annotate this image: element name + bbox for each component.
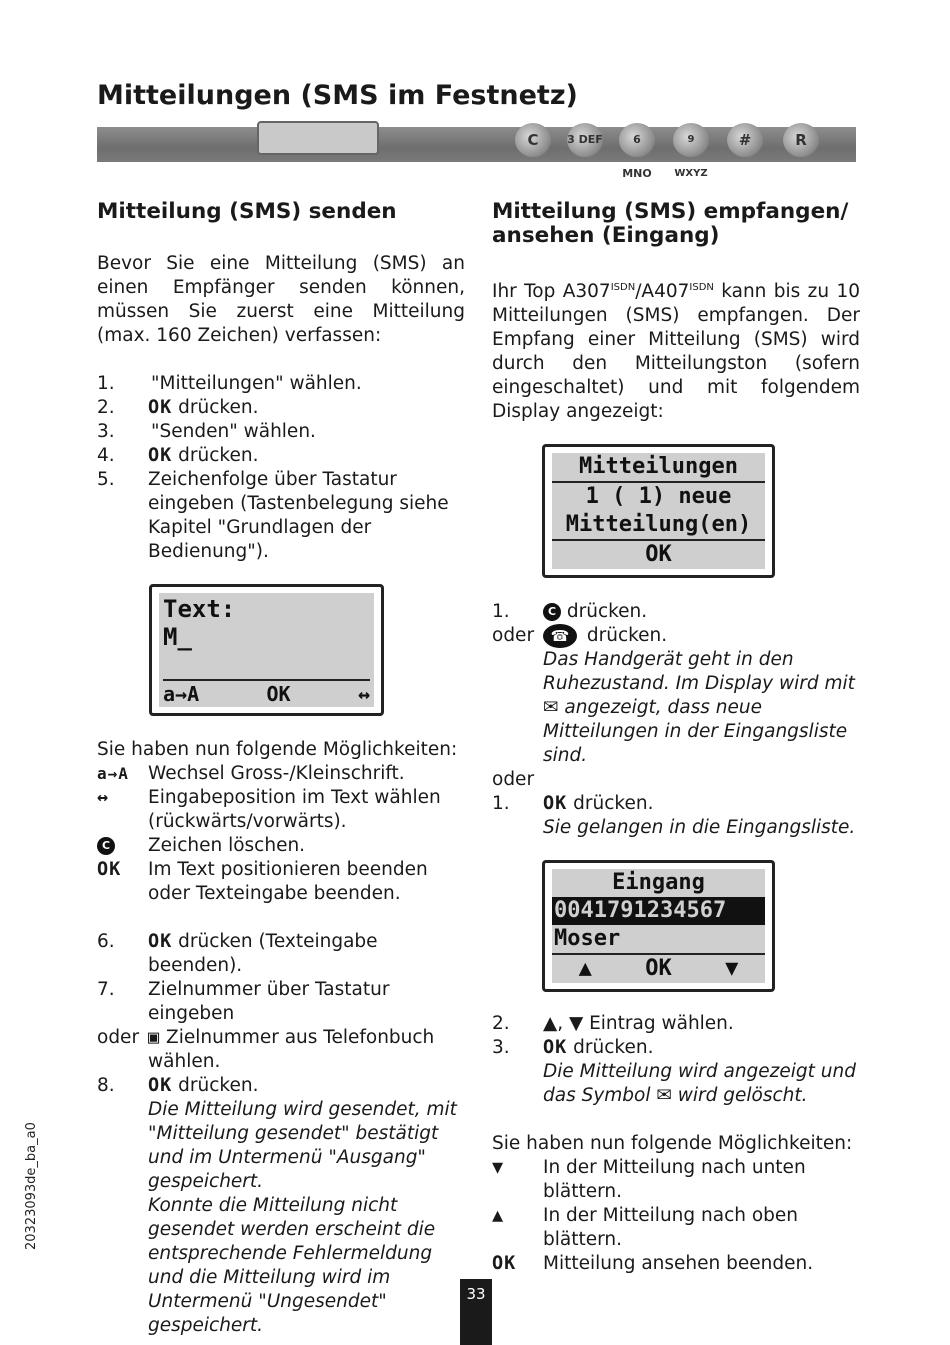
display-selected-line: 0041791234567 [552, 897, 765, 925]
send-result: Die Mitteilung wird gesendet, mit "Mitteilung gesendet" bestätigt und im Untermenü "Ausgang" gespeichert. [148, 1099, 457, 1192]
clear-key-icon: C [543, 603, 561, 621]
step-item: 1. C drücken. [492, 601, 648, 623]
step-item: 2. OK drücken. [97, 397, 259, 418]
step-item: oder ▣ Zielnummer aus Telefonbuch wählen. [97, 1027, 435, 1072]
option-item: OK Im Text positionieren beenden oder Texteingabe beenden. [97, 859, 428, 904]
right-column [492, 200, 860, 1276]
display-line: Mitteilung(en) [565, 512, 752, 538]
ok-key-icon: OK [543, 793, 568, 815]
banner-key-hash: # [727, 123, 763, 157]
receive-steps [492, 600, 860, 840]
ok-key-icon: OK [543, 1037, 568, 1059]
receive-options [492, 1156, 860, 1276]
text-entry-display [149, 584, 384, 716]
step-item: 1. "Mitteilungen" wählen. [97, 373, 362, 394]
ok-key-icon: OK [148, 397, 173, 418]
document-code: 20323093de_ba_a0 [24, 1122, 39, 1250]
step-item: 3. OK drücken. [492, 1037, 654, 1059]
view-result: Die Mitteilung wird angezeigt und das Symbol ✉ wird gelöscht. [543, 1061, 856, 1107]
section-heading-receive: Mitteilung (SMS) empfangen/ ansehen (Eingang) [492, 199, 849, 248]
display-line: Mitteilungen [579, 454, 738, 480]
or-label: oder [492, 769, 535, 791]
display-softkey: OK [552, 539, 765, 569]
inbox-result: Sie gelangen in die Eingangsliste. [543, 817, 856, 839]
idle-result: Das Handgerät geht in den Ruhezustand. Im Display wird mit ✉ angezeigt, dass neue Mitteilungen in der Eingangsliste sind. [543, 649, 855, 767]
section-heading-send: Mitteilung (SMS) senden [97, 199, 397, 224]
page-title: Mitteilungen (SMS im Festnetz) [97, 80, 578, 111]
option-item: ▼ In der Mitteilung nach unten blättern. [492, 1157, 806, 1203]
phonebook-key-icon: ▣ [148, 1027, 161, 1048]
display-softkeys: ▲ OK ▼ [552, 953, 765, 983]
display-line: Eingang [612, 870, 705, 896]
cursor-arrows-icon: ↔ [97, 787, 110, 808]
option-item: OK Mitteilung ansehen beenden. [492, 1253, 814, 1275]
new-message-display [542, 444, 775, 578]
step-item: 8. OK drücken. [97, 1075, 259, 1096]
banner-key-r: R [783, 123, 819, 157]
keypad-banner-image [97, 127, 856, 180]
send-error-result: Konnte die Mitteilung nicht gesendet werden erscheint die entsprechende Fehlermeldung und die Mitteilung wird im Untermenü "Ungesendet" gespeichert. [148, 1195, 436, 1336]
ok-key-icon: OK [97, 859, 122, 880]
display-softkeys: a→A OK ↔ [163, 679, 370, 707]
display-line: 1 ( 1) neue [552, 481, 765, 511]
send-steps-2 [97, 930, 465, 1338]
step-item: 5. Zeichenfolge über Tastatur eingeben (Tastenbelegung siehe Kapitel "Grundlagen der Bedienung"). [97, 469, 449, 562]
step-item: 7. Zielnummer über Tastatur eingeben [97, 979, 390, 1024]
option-item: C Zeichen löschen. [97, 834, 465, 858]
send-steps [97, 372, 465, 564]
option-item: a→A Wechsel Gross-/Kleinschrift. [97, 763, 405, 784]
clear-key-icon: C [97, 837, 115, 855]
step-item: 3. "Senden" wählen. [97, 421, 316, 442]
step-item: 4. OK drücken. [97, 445, 259, 466]
step-item: 6. OK drücken (Texteingabe beenden). [97, 931, 378, 976]
send-intro: Bevor Sie eine Mitteilung (SMS) an einen Empfänger senden können, müssen Sie zuerst eine Mitteilung (max. 160 Zeichen) verfassen: [97, 253, 465, 346]
display-line: M_ [163, 623, 192, 651]
display-line: Text: [163, 595, 236, 623]
banner-display [257, 121, 379, 155]
option-item: ↔ Eingabeposition im Text wählen (rückwärts/vorwärts). [97, 787, 441, 832]
option-item: ▲ In der Mitteilung nach oben blättern. [492, 1205, 799, 1251]
ok-key-icon: OK [492, 1253, 517, 1275]
step-item: 1. OK drücken. [492, 793, 654, 815]
step-item: oder ☎ drücken. [492, 625, 668, 647]
scroll-up-icon: ▲ [492, 1205, 505, 1227]
scroll-down-icon: ▼ [492, 1157, 505, 1179]
page-number: 33 [460, 1279, 492, 1345]
send-options-intro: Sie haben nun folgende Möglichkeiten: [97, 739, 458, 760]
banner-key-3: 3 DEF [567, 123, 603, 157]
hangup-key-icon: ☎ [543, 624, 577, 648]
inbox-display [542, 860, 775, 992]
ok-key-icon: OK [148, 445, 173, 466]
ok-key-icon: OK [148, 931, 173, 952]
left-column [97, 200, 465, 1338]
receive-options-intro: Sie haben nun folgende Möglichkeiten: [492, 1133, 853, 1155]
banner-key-c: C [515, 123, 551, 157]
receive-steps-2 [492, 1012, 860, 1108]
step-item: 2. ▲, ▼ Eintrag wählen. [492, 1013, 734, 1035]
send-options [97, 762, 465, 906]
banner-key-9: 9 WXYZ [673, 123, 709, 157]
banner-key-6: 6 MNO [619, 123, 655, 157]
display-line: Moser [554, 926, 621, 952]
receive-intro: Ihr Top $A307^{ISDN}/A407^{ISDN}$ kann bis zu 10 Mitteilungen (SMS) empfangen. Der Empfang einer Mitteilung (SMS) wird durch den Mitteilungston (sofern eingeschaltet) und mit folgendem Display angezeigt: [492, 281, 860, 423]
ok-key-icon: OK [148, 1075, 173, 1096]
case-toggle-icon: a→A [97, 764, 129, 783]
